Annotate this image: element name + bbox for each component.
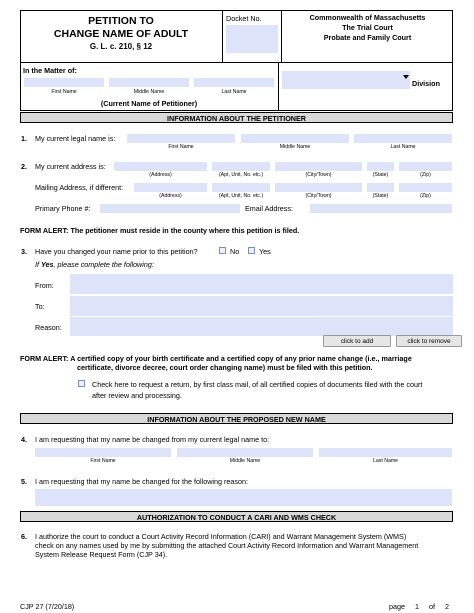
section-cari-header: AUTHORIZATION TO CONDUCT A CARI AND WMS CHECK: [20, 511, 453, 522]
q5-number: 5.: [21, 477, 27, 486]
page-number: 1: [415, 602, 419, 611]
reason-label: Reason:: [35, 323, 62, 332]
mailing-address-field[interactable]: [134, 183, 207, 192]
return-documents-line1: Check here to request a return, by first class mail, of all certified copies of documents filed with the court: [92, 380, 423, 389]
zip-field[interactable]: [399, 162, 452, 171]
q3-if-rest: , please complete the following:: [53, 260, 154, 269]
q3-yes-checkbox[interactable]: [248, 247, 255, 254]
state-field[interactable]: [367, 162, 394, 171]
mailing-city-field[interactable]: [275, 183, 362, 192]
mailing-apt-caption: (Apt, Unit, No. etc.): [218, 193, 264, 199]
form-alert-residency: [20, 226, 299, 235]
legal-first-name-field[interactable]: [127, 134, 235, 143]
legal-last-name-field[interactable]: [354, 134, 452, 143]
q3-if-yes-instruction: [35, 260, 154, 269]
state-caption: (State): [372, 172, 389, 178]
form-id: CJP 27 (7/20/18): [20, 602, 75, 611]
page-indicator: [389, 602, 449, 611]
petitioner-first-name-field[interactable]: [24, 78, 104, 87]
address-field[interactable]: [114, 162, 207, 171]
form-alert-prefix: FORM ALERT:: [20, 226, 69, 235]
mailing-label: Mailing Address, if different:: [35, 183, 124, 192]
legal-middle-name-field[interactable]: [241, 134, 349, 143]
mailing-state-field[interactable]: [367, 183, 394, 192]
q1-middle-caption: Middle Name: [279, 144, 311, 150]
mailing-state-caption: (State): [372, 193, 389, 199]
q1-first-caption: First Name: [168, 144, 194, 150]
to-label: To:: [35, 302, 45, 311]
page-label: page: [389, 602, 405, 611]
apt-field[interactable]: [212, 162, 270, 171]
statute: G. L. c. 210, § 12: [89, 42, 153, 51]
q5-label: I am requesting that my name be changed for the following reason:: [35, 477, 248, 486]
current-name-caption: (Current Name of Petitioner): [100, 99, 198, 108]
q3-number: 3.: [21, 247, 27, 256]
q2-number: 2.: [21, 162, 27, 171]
form-alert-text: The petitioner must reside in the county where this petition is filed.: [70, 226, 300, 235]
section-new-name-header: INFORMATION ABOUT THE PROPOSED NEW NAME: [20, 413, 453, 424]
return-documents-line2: after review and processing.: [92, 391, 182, 400]
chevron-down-icon[interactable]: [403, 75, 409, 79]
city-field[interactable]: [275, 162, 362, 171]
new-first-name-field[interactable]: [35, 448, 171, 457]
matter-label: In the Matter of:: [23, 66, 77, 75]
phone-label: Primary Phone #:: [35, 204, 91, 213]
section-petitioner-header: INFORMATION ABOUT THE PETITIONER: [20, 112, 453, 123]
q3-label: Have you changed your name prior to this petition?: [35, 247, 198, 256]
change-reason-field[interactable]: [35, 489, 452, 506]
q6-line1: I authorize the court to conduct a Court Activity Record Information (CARI) and Warrant Management System (WMS): [35, 532, 407, 541]
header-divider-1: [222, 10, 223, 63]
q4-label: I am requesting that my name be changed from my current legal name to:: [35, 435, 270, 444]
mailing-zip-field[interactable]: [399, 183, 452, 192]
prior-name-from-field[interactable]: [70, 274, 453, 294]
page-of: of: [429, 602, 435, 611]
form-alert-certified-copy: [20, 354, 412, 363]
q4-middle-caption: Middle Name: [229, 458, 261, 464]
header-hline: [20, 62, 453, 63]
q1-label: My current legal name is:: [35, 134, 116, 143]
first-name-caption: First Name: [51, 89, 77, 95]
email-field[interactable]: [310, 204, 452, 213]
from-label: From:: [35, 281, 54, 290]
middle-name-caption: Middle Name: [133, 89, 165, 95]
q4-first-caption: First Name: [90, 458, 116, 464]
apt-caption: (Apt, Unit, No. etc.): [218, 172, 264, 178]
division-label: Division: [412, 79, 440, 88]
probate-court: Probate and Family Court: [323, 33, 412, 42]
mailing-zip-caption: (Zip): [420, 193, 431, 199]
new-middle-name-field[interactable]: [177, 448, 313, 457]
return-documents-checkbox[interactable]: [78, 380, 85, 387]
email-label: Email Address:: [245, 204, 293, 213]
court-name: Commonwealth of Massachusetts: [309, 13, 426, 22]
docket-number-field[interactable]: [226, 25, 278, 53]
click-to-remove-button[interactable]: click to remove: [396, 335, 462, 347]
mailing-address-caption: (Address): [159, 193, 182, 199]
q1-number: 1.: [21, 134, 27, 143]
new-last-name-field[interactable]: [319, 448, 452, 457]
q3-no-checkbox[interactable]: [219, 247, 226, 254]
zip-caption: (Zip): [420, 172, 431, 178]
q2-label: My current address is:: [35, 162, 106, 171]
q3-if-yes-bold: Yes: [41, 260, 54, 269]
form-title-line1: PETITION TO: [88, 15, 154, 27]
phone-field[interactable]: [100, 204, 240, 213]
click-to-add-button[interactable]: click to add: [323, 335, 391, 347]
prior-name-to-field[interactable]: [70, 296, 453, 316]
petitioner-middle-name-field[interactable]: [109, 78, 189, 87]
city-caption: (City/Town): [305, 172, 332, 178]
form-alert2-line1: A certified copy of your birth certificate and a certified copy of any prior name change (i.e., marriage: [70, 354, 412, 363]
form-title-line2: CHANGE NAME OF ADULT: [53, 28, 189, 40]
petitioner-last-name-field[interactable]: [194, 78, 274, 87]
trial-court: The Trial Court: [342, 23, 393, 32]
q1-last-caption: Last Name: [390, 144, 416, 150]
division-select[interactable]: [282, 71, 410, 89]
q3-if-prefix: If: [35, 260, 39, 269]
header-divider-3: [278, 62, 279, 111]
docket-label: Docket No.: [226, 14, 262, 23]
form-alert2-line2: certificate, divorce decree, court order changing name) must be filed with this petition.: [77, 363, 373, 372]
mailing-apt-field[interactable]: [212, 183, 270, 192]
q6-number: 6.: [21, 532, 27, 541]
mailing-city-caption: (City/Town): [305, 193, 332, 199]
q3-yes-label: Yes: [259, 247, 271, 256]
q6-line2: check on any names used by me by submitting the attached Court Activity Record Information and Warrant Management: [35, 541, 419, 550]
form-alert2-prefix: FORM ALERT:: [20, 354, 69, 363]
last-name-caption: Last Name: [221, 89, 247, 95]
page-total: 2: [445, 602, 449, 611]
q4-last-caption: Last Name: [372, 458, 399, 464]
address-caption: (Address): [149, 172, 172, 178]
q6-line3: System Release Request Form (CJP 34).: [35, 550, 168, 559]
prior-name-reason-field[interactable]: [70, 317, 453, 336]
q4-number: 4.: [21, 435, 27, 444]
q3-no-label: No: [230, 247, 240, 256]
